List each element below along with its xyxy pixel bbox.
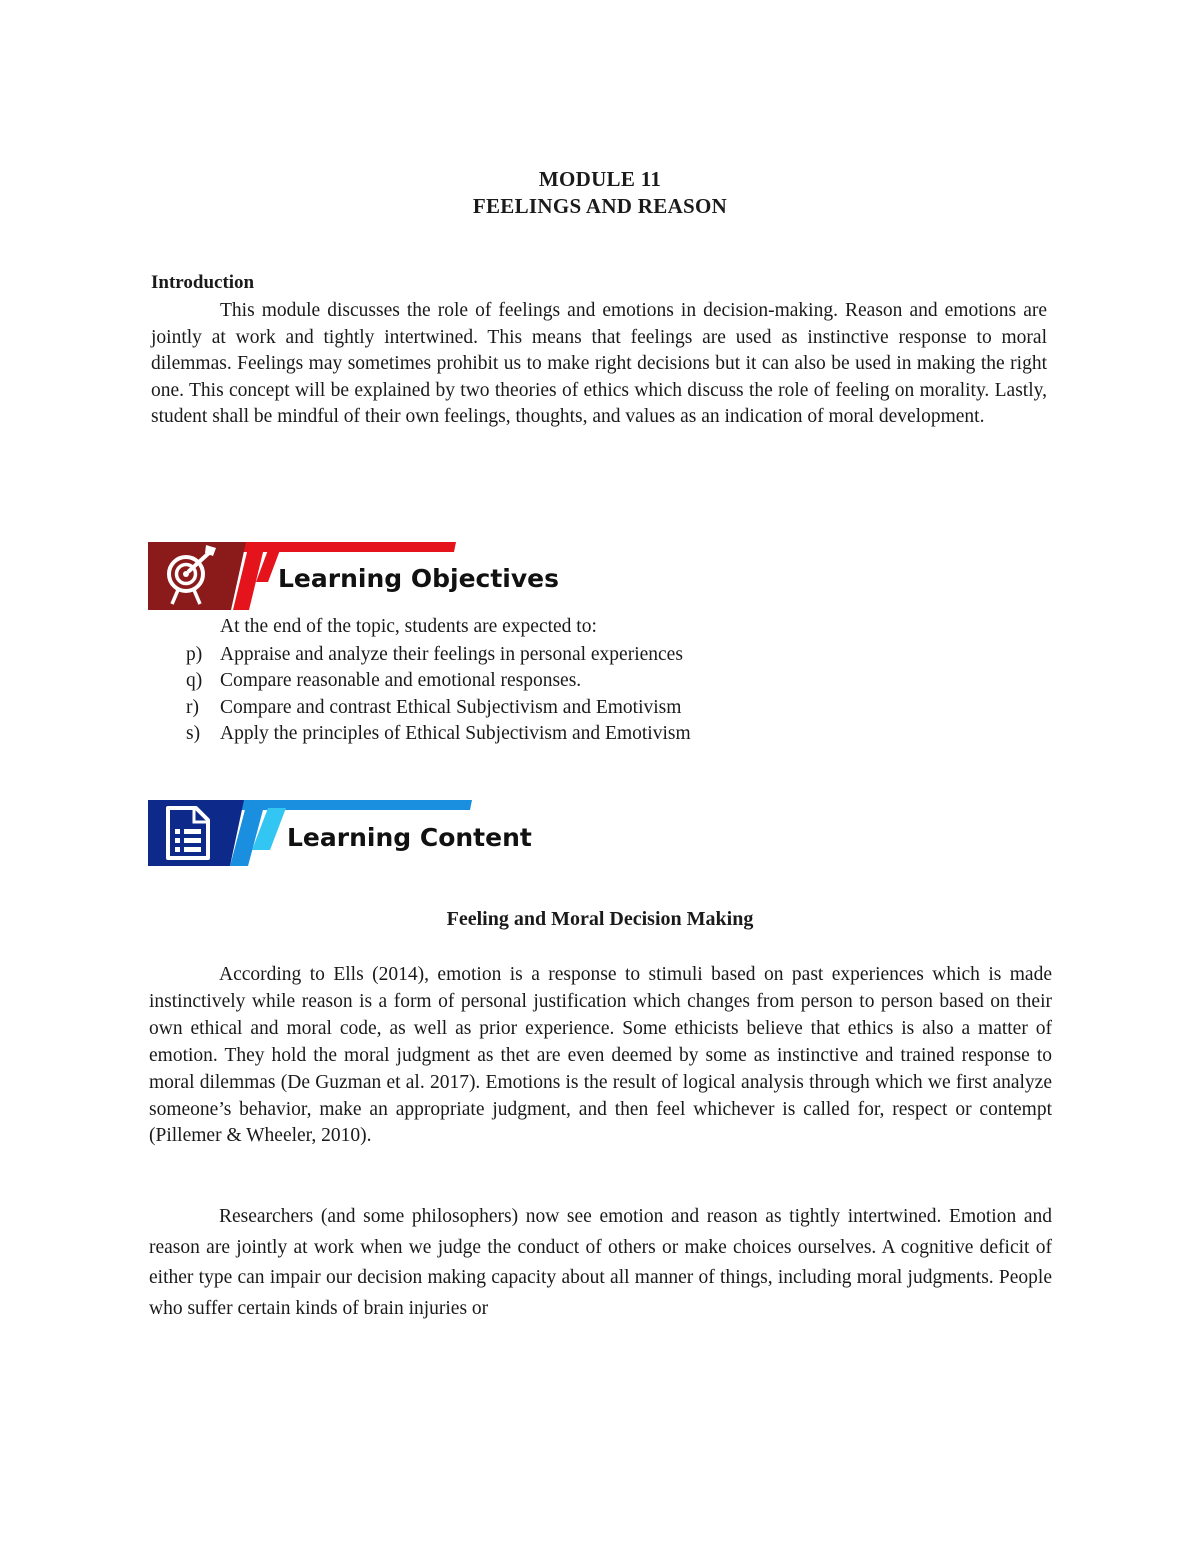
list-marker: s) — [186, 722, 201, 744]
list-marker: p) — [186, 644, 203, 665]
list-item — [186, 642, 691, 668]
content-paragraph: Researchers (and some philosophers) now see emotion and reason as tightly intertwined. Emotion and reason are jointly at work when we judge the conduct of others or make choices ourselves. A cognitive deficit of either type can impair our decision making capacity about all manner of things, including moral judgments. People who suffer certain kinds of brain injuries or — [149, 1206, 1052, 1319]
objectives-banner-title: Learning Objectives — [278, 564, 559, 593]
list-item — [186, 668, 691, 694]
section-heading: Feeling and Moral Decision Making — [446, 908, 754, 930]
content-paragraph: According to Ells (2014), emotion is a response to stimuli based on past experiences which is made instinctively while reason is a form of personal justification which changes from person to person based on their own ethical and moral code, as well as prior experience. Some ethicists believe that ethics is also a matter of emotion. They hold the moral judgment as thet are even deemed by some as instinctive and trained response to moral dilemmas (De Guzman et al. 2017). Emotions is the result of logical analysis through which we first analyze someone’s behavior, make an appropriate judgment, and then feel whichever is called for, respect or contempt (Pillemer & Wheeler, 2010). — [149, 964, 1052, 1147]
learning-objectives-banner — [148, 540, 568, 614]
list-item — [186, 721, 691, 747]
list-marker: q) — [186, 670, 203, 692]
introduction-heading: Introduction — [151, 272, 255, 293]
list-item-text: Apply the principles of Ethical Subjectivism and Emotivism — [220, 722, 691, 744]
list-item-text: Compare and contrast Ethical Subjectivism and Emotivism — [220, 696, 682, 718]
list-item-text: Compare reasonable and emotional responses. — [220, 670, 582, 692]
list-item-text: Appraise and analyze their feelings in personal experiences — [220, 644, 683, 665]
objectives-intro: At the end of the topic, students are expected to: — [220, 616, 597, 637]
module-title — [0, 166, 1200, 220]
module-number: MODULE 11 — [538, 167, 662, 191]
introduction-paragraph: This module discusses the role of feelings and emotions in decision-making. Reason and emotions are jointly at work and tightly intertwined. This means that feelings are used as instinctive response to moral dilemmas. Feelings may sometimes prohibit us to make right decisions but it can also be used in making the right one. This concept will be explained by two theories of ethics which discuss the role of feeling on morality. Lastly, student shall be mindful of their own feelings, thoughts, and values as an indication of moral development. — [151, 300, 1047, 427]
module-name: FEELINGS AND REASON — [472, 194, 728, 218]
list-marker: r) — [186, 696, 199, 718]
list-item — [186, 695, 691, 721]
content-banner-title: Learning Content — [287, 823, 532, 852]
objectives-list — [186, 642, 691, 747]
learning-content-banner — [148, 798, 568, 870]
